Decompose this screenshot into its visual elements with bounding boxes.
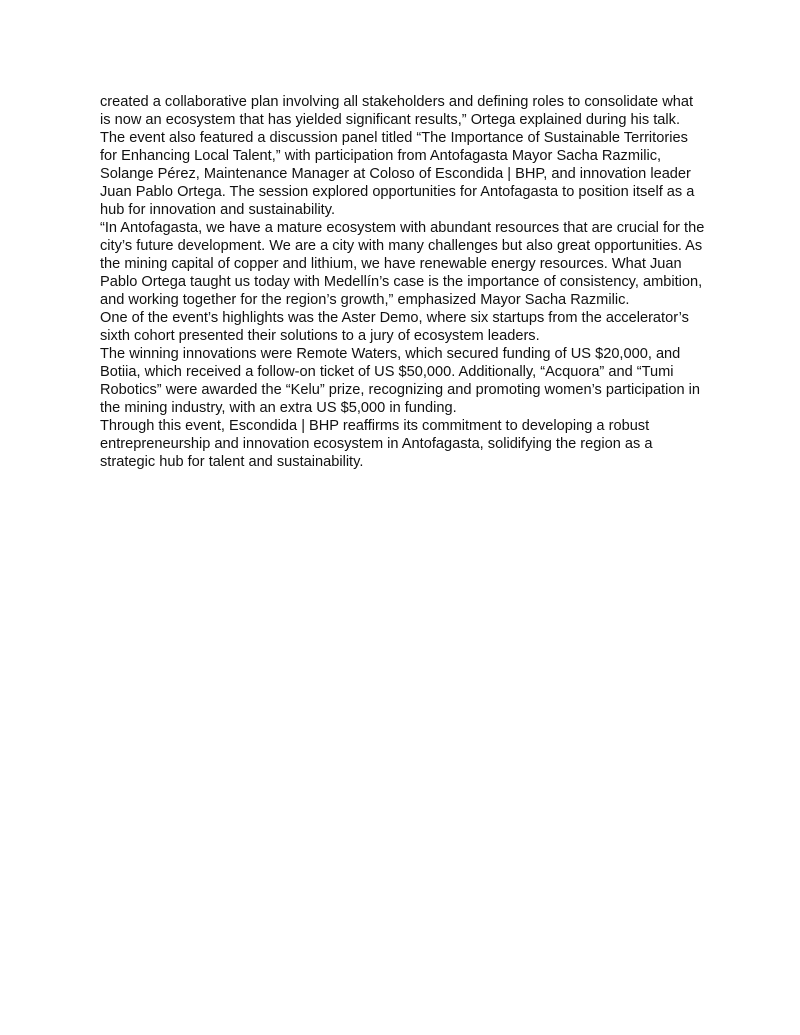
paragraph-3: “In Antofagasta, we have a mature ecosystem with abundant resources that are crucial for the city’s future development. We are a city with many challenges but also great opportunities. As the mining capital of copper and lithium, we have renewable energy resources. What Juan Pablo Ortega taught us today with Medellín’s case is the importance of consistency, ambition, and working together for the region’s growth,” emphasized Mayor Sacha Razmilic.	[100, 220, 705, 308]
paragraph-1: created a collaborative plan involving all stakeholders and defining roles to consolidate what is now an ecosystem that has yielded significant results,” Ortega explained during his talk.	[100, 94, 694, 128]
paragraph-6: Through this event, Escondida | BHP reaffirms its commitment to developing a robust entrepreneurship and innovation ecosystem in Antofagasta, solidifying the region as a strategic hub for talent and sustainability.	[100, 418, 653, 470]
paragraph-2: The event also featured a discussion panel titled “The Importance of Sustainable Territories for Enhancing Local Talent,” with participation from Antofagasta Mayor Sacha Razmilic, Solange Pérez, Maintenance Manager at Coloso of Escondida | BHP, and innovation leader Juan Pablo Ortega. The session explored opportunities for Antofagasta to position itself as a hub for innovation and sustainability.	[100, 130, 695, 218]
article-body	[100, 93, 705, 471]
paragraph-4: One of the event’s highlights was the Aster Demo, where six startups from the accelerator’s sixth cohort presented their solutions to a jury of ecosystem leaders.	[100, 310, 689, 344]
paragraph-5: The winning innovations were Remote Waters, which secured funding of US $20,000, and Botiia, which received a follow-on ticket of US $50,000. Additionally, “Acquora” and “Tumi Robotics” were awarded the “Kelu” prize, recognizing and promoting women’s participation in the mining industry, with an extra US $5,000 in funding.	[100, 346, 701, 416]
